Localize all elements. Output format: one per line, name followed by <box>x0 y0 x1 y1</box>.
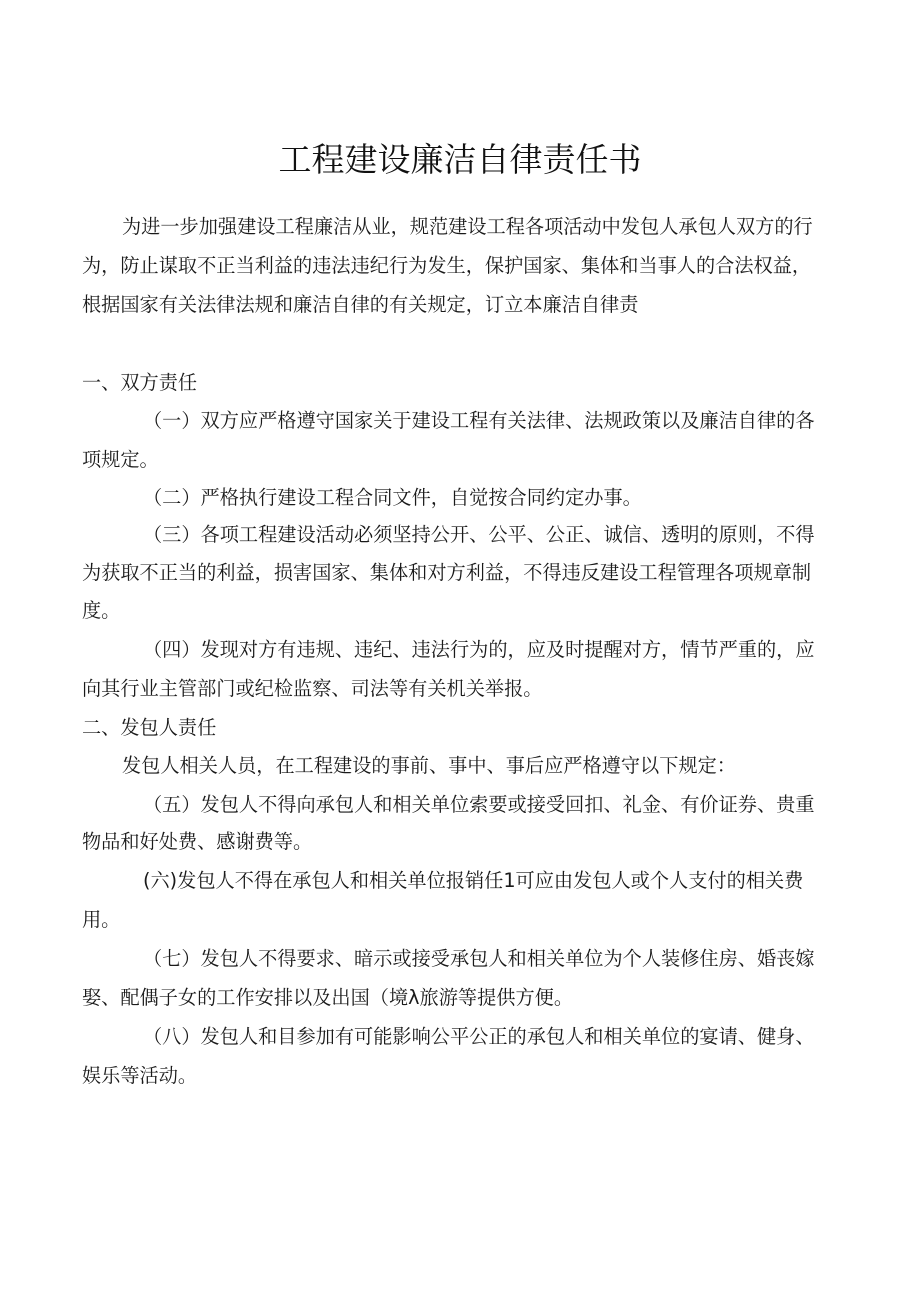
clause-8-line-2: 娱乐等活动。 <box>82 1064 198 1087</box>
clause-3-line-2: 为获取不正当的利益，损害国家、集体和对方利益，不得违反建设工程管理各项规章制 <box>82 561 812 584</box>
intro-line-3: 根据国家有关法律法规和廉洁自律的有关规定，订立本廉洁自律责 <box>82 293 639 316</box>
clause-6-line-1: (六)发包人不得在承包人和相关单位报销任1可应由发包人或个人支付的相关费 <box>143 869 804 892</box>
clause-1-line-2: 项规定。 <box>82 448 159 471</box>
clause-5-line-1: （五）发包人不得向承包人和相关单位索要或接受回扣、礼金、有价证券、贵重 <box>143 793 815 816</box>
clause-3-line-1: （三）各项工程建设活动必须坚持公开、公平、公正、诚信、透明的原则，不得 <box>143 523 815 546</box>
clause-4-line-2: 向其行业主管部门或纪检监察、司法等有关机关举报。 <box>82 677 543 700</box>
clause-1-line-1: （一）双方应严格遵守国家关于建设工程有关法律、法规政策以及廉洁自律的各 <box>143 409 815 432</box>
section-2-intro: 发包人相关人员，在工程建设的事前、事中、事后应严格遵守以下规定： <box>122 754 736 777</box>
section-2-heading: 二、发包人责任 <box>82 716 217 739</box>
clause-7-line-2: 娶、配偶子女的工作安排以及出国（境λ旅游等提供方便。 <box>82 986 574 1009</box>
clause-7-line-1: （七）发包人不得要求、暗示或接受承包人和相关单位为个人装修住房、婚丧嫁 <box>143 947 815 970</box>
clause-6-line-2: 用。 <box>82 908 121 931</box>
clause-3-line-3: 度。 <box>82 599 121 622</box>
clause-2-line-1: （二）严格执行建设工程合同文件，自觉按合同约定办事。 <box>143 486 642 509</box>
intro-line-1: 为进一步加强建设工程廉洁从业，规范建设工程各项活动中发包人承包人双方的行 <box>122 215 813 238</box>
document-title: 工程建设廉洁自律责任书 <box>278 140 642 179</box>
clause-5-line-2: 物品和好处费、感谢费等。 <box>82 830 313 853</box>
section-1-heading: 一、双方责任 <box>82 371 198 394</box>
clause-4-line-1: （四）发现对方有违规、违纪、违法行为的，应及时提醒对方，情节严重的，应 <box>143 638 815 661</box>
clause-8-line-1: （八）发包人和目参加有可能影响公平公正的承包人和相关单位的宴请、健身、 <box>143 1025 815 1048</box>
intro-line-2: 为，防止谋取不正当利益的违法违纪行为发生，保护国家、集体和当事人的合法权益， <box>82 254 812 277</box>
